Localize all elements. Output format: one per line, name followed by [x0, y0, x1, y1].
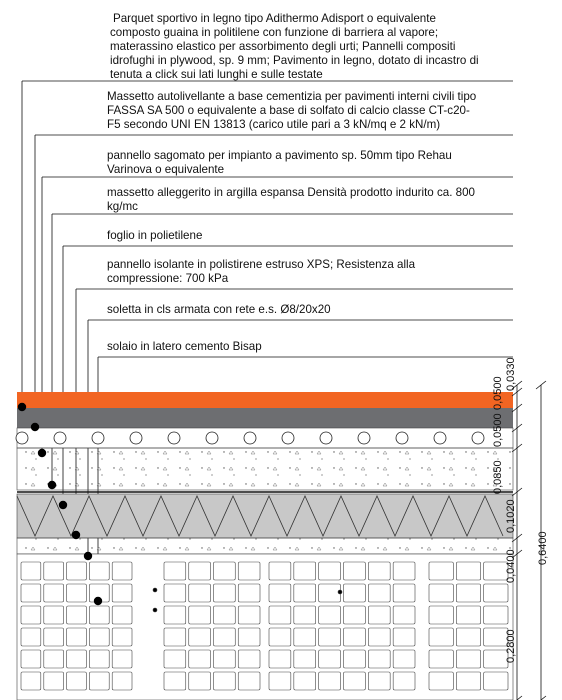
brick-cell [238, 672, 260, 690]
brick-cell [21, 628, 41, 646]
heating-pipe [92, 432, 104, 444]
heating-pipe [320, 432, 332, 444]
brick-cell [344, 584, 366, 602]
brick-cell [21, 650, 41, 668]
label-line: Parquet sportivo in legno tipo Adithermo Adisport o equivalente [113, 12, 436, 25]
brick-cell [44, 628, 64, 646]
leader-dot [84, 552, 92, 560]
brick-cell [269, 628, 291, 646]
heating-pipe [130, 432, 142, 444]
brick-cell [269, 650, 291, 668]
brick-cell [429, 628, 453, 646]
brick-cell [294, 584, 316, 602]
brick-cell [238, 650, 260, 668]
brick-cell [164, 650, 186, 668]
brick-cell [294, 672, 316, 690]
brick-cell [429, 584, 453, 602]
brick-cell [429, 562, 453, 580]
heating-pipe [396, 432, 408, 444]
brick-cell [368, 672, 390, 690]
brick-cell [164, 562, 186, 580]
brick-cell [112, 606, 132, 624]
dim-slab: 0,0400 [505, 549, 517, 583]
brick-cell [112, 672, 132, 690]
brick-cell [294, 562, 316, 580]
brick-cell [44, 562, 64, 580]
brick-cell [393, 584, 415, 602]
heating-pipe [244, 432, 256, 444]
label-line: Varinova o equivalente [107, 163, 225, 176]
brick-cell [269, 606, 291, 624]
brick-cell [344, 606, 366, 624]
layer-parquet [17, 392, 513, 408]
brick-cell [484, 584, 508, 602]
brick-cell [393, 606, 415, 624]
brick-cell [89, 562, 109, 580]
brick-cell [67, 584, 87, 602]
brick-cell [189, 672, 211, 690]
brick-cell [269, 584, 291, 602]
brick-cell [238, 628, 260, 646]
dim-xps: 0,1020 [505, 499, 517, 533]
brick-cell [368, 650, 390, 668]
brick-cell [238, 606, 260, 624]
layer-stack [16, 392, 513, 700]
brick-cell [189, 650, 211, 668]
dim-total: 0,6400 [537, 531, 549, 565]
brick-cell [294, 650, 316, 668]
brick-cell [164, 672, 186, 690]
brick-cell [67, 650, 87, 668]
brick-cell [484, 672, 508, 690]
brick-cell [112, 628, 132, 646]
layer-lightweight-screed [17, 448, 513, 490]
brick-cell [44, 672, 64, 690]
brick-cell [44, 606, 64, 624]
brick-cell [368, 584, 390, 602]
brick-cell [89, 606, 109, 624]
brick-cell [67, 562, 87, 580]
layer-brick-floor [17, 554, 513, 700]
brick-cell [319, 606, 341, 624]
label-line: Massetto autolivellante a base cementizia per pavimenti interni civili tipo [107, 90, 477, 103]
label-line: composto guaina in politilene con funzione di barriera al vapore; [110, 26, 439, 39]
label-line: foglio in polietilene [107, 229, 203, 242]
leader-dot [31, 423, 39, 431]
brick-cell [429, 650, 453, 668]
brick-cell [21, 672, 41, 690]
brick-cell [112, 584, 132, 602]
dim-brick: 0,2800 [505, 629, 517, 663]
brick-cell [44, 650, 64, 668]
brick-cell [294, 606, 316, 624]
label-line: compressione: 700 kPa [107, 272, 229, 285]
brick-cell [164, 584, 186, 602]
brick-cell [344, 562, 366, 580]
brick-cell [21, 606, 41, 624]
brick-cell [214, 672, 236, 690]
layer-self-leveling-screed [17, 408, 513, 428]
label-line: F5 secondo UNI EN 13813 (carico utile pari a 3 kN/mq e 2 kN/m) [107, 118, 441, 131]
dim-screed: 0,0500 [492, 376, 504, 410]
brick-cell [269, 562, 291, 580]
rebar-dot [153, 588, 157, 592]
brick-cell [238, 584, 260, 602]
brick-cell [89, 628, 109, 646]
brick-cell [112, 650, 132, 668]
brick-cell [484, 606, 508, 624]
brick-cell [164, 606, 186, 624]
brick-cell [368, 562, 390, 580]
brick-cell [393, 628, 415, 646]
brick-cell [214, 628, 236, 646]
dim-heating-panel: 0,0500 [492, 413, 504, 447]
brick-cell [164, 628, 186, 646]
brick-cell [393, 650, 415, 668]
heating-pipe [358, 432, 370, 444]
brick-cell [44, 584, 64, 602]
label-line: tenuta a click sui lati lunghi e sulle testate [110, 68, 323, 81]
brick-cell [368, 606, 390, 624]
layer-heating-panel [16, 428, 513, 448]
label-line: idrofughi in plywood, sp. 9 mm; Pavimento in legno, dotato di incastro di [110, 54, 479, 67]
brick-cell [189, 562, 211, 580]
layer-concrete-slab [17, 538, 513, 554]
leader-dot [48, 481, 56, 489]
brick-cell [344, 628, 366, 646]
heating-pipe [434, 432, 446, 444]
heating-pipe [16, 432, 28, 444]
brick-cell [393, 672, 415, 690]
brick-cell [456, 650, 480, 668]
leader-dot [38, 449, 46, 457]
brick-cell [21, 562, 41, 580]
brick-cell [319, 650, 341, 668]
brick-cell [368, 628, 390, 646]
brick-cell [456, 672, 480, 690]
heating-pipe [206, 432, 218, 444]
brick-cell [214, 650, 236, 668]
label-line: soletta in cls armata con rete e.s. Ø8/20x20 [107, 303, 331, 316]
brick-cell [429, 672, 453, 690]
brick-cell [456, 562, 480, 580]
brick-cell [319, 628, 341, 646]
label-line: pannello isolante in polistirene estruso XPS; Resistenza alla [107, 258, 416, 271]
brick-cell [67, 628, 87, 646]
dim-parquet: 0,0330 [505, 357, 517, 391]
leader-dot [18, 403, 26, 411]
leader-dot [94, 597, 102, 605]
brick-cell [393, 562, 415, 580]
brick-cell [344, 650, 366, 668]
brick-cell [67, 606, 87, 624]
brick-cell [319, 562, 341, 580]
brick-cell [67, 672, 87, 690]
brick-cell [429, 606, 453, 624]
brick-cell [456, 628, 480, 646]
heating-pipe [54, 432, 66, 444]
brick-cell [89, 672, 109, 690]
brick-cell [294, 628, 316, 646]
brick-cell [214, 606, 236, 624]
brick-cell [189, 606, 211, 624]
leader-dot [59, 501, 67, 509]
brick-cell [189, 628, 211, 646]
brick-cell [319, 584, 341, 602]
heating-pipe [472, 432, 484, 444]
brick-cell [89, 650, 109, 668]
heating-pipe [168, 432, 180, 444]
label-line: kg/mc [107, 200, 138, 213]
brick-cell [456, 584, 480, 602]
rebar-dot [338, 590, 342, 594]
label-line: solaio in latero cemento Bisap [107, 340, 262, 353]
dim-lightweight: 0,0850 [492, 460, 504, 494]
brick-cell [456, 606, 480, 624]
rebar-dot [153, 608, 157, 612]
label-line: materassino elastico per assorbimento degli urti; Pannelli compositi [110, 40, 456, 53]
brick-cell [269, 672, 291, 690]
brick-cell [214, 562, 236, 580]
brick-cell [344, 672, 366, 690]
brick-cell [112, 562, 132, 580]
brick-cell [21, 584, 41, 602]
label-line: pannello sagomato per impianto a pavimento sp. 50mm tipo Rehau [107, 149, 452, 162]
leader-dot [72, 531, 80, 539]
label-line: FASSA SA 500 o equivalente a base di solfato di calcio classe CT-c20- [107, 104, 470, 117]
heating-pipe [282, 432, 294, 444]
brick-cell [319, 672, 341, 690]
label-line: massetto alleggerito in argilla espansa Densità prodotto indurito ca. 800 [107, 186, 475, 199]
brick-cell [238, 562, 260, 580]
brick-cell [214, 584, 236, 602]
brick-cell [189, 584, 211, 602]
